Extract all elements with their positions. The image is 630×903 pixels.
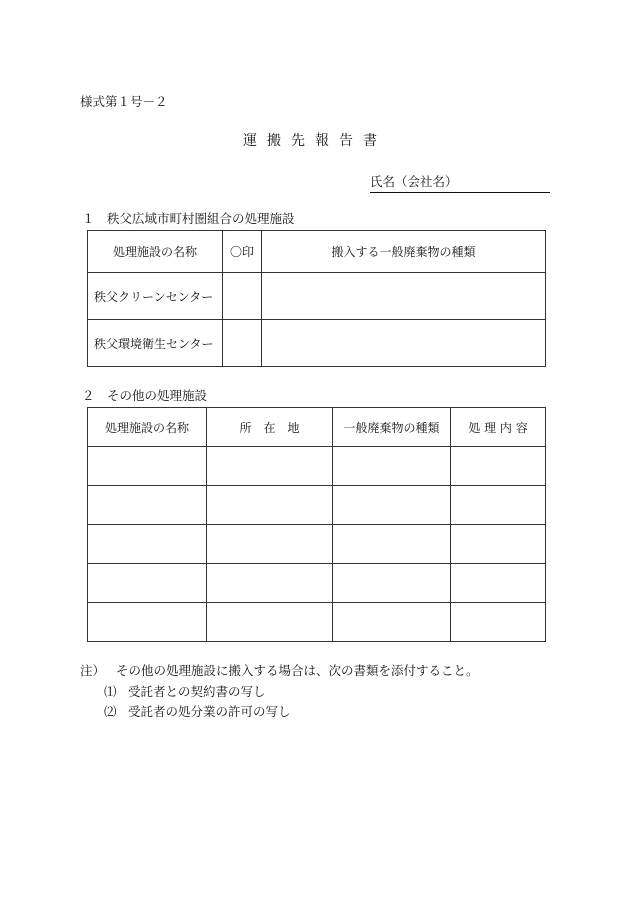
facility-name-cell[interactable] [88,486,207,525]
column-header: 〇印 [223,231,262,273]
table-row [88,564,546,603]
waste-type-cell[interactable] [333,447,451,486]
name-field[interactable] [370,176,550,193]
table-row [88,447,546,486]
table-row [88,525,546,564]
location-cell[interactable] [207,603,333,642]
note-item-text: 受託者の処分業の許可の写し [128,704,291,719]
facility-name-cell: 秩父クリーンセンター [88,273,223,320]
table-row [88,603,546,642]
other-facility-table [87,407,546,642]
waste-type-cell[interactable] [262,273,546,320]
facility-name-cell[interactable] [88,447,207,486]
column-header: 搬入する一般廃棄物の種類 [262,231,546,273]
table-row [88,320,546,367]
waste-type-cell[interactable] [333,603,451,642]
table-row [88,273,546,320]
name-label: 氏名（会社名） [370,174,458,189]
note [80,665,479,678]
waste-type-cell[interactable] [333,486,451,525]
location-cell[interactable] [207,447,333,486]
mark-cell[interactable] [223,320,262,367]
facility-name-cell[interactable] [88,603,207,642]
location-cell[interactable] [207,525,333,564]
location-cell[interactable] [207,564,333,603]
note-text: その他の処理施設に搬入する場合は、次の書類を添付すること。 [116,663,479,678]
treatment-cell[interactable] [451,525,546,564]
column-header: 処理施設の名称 [88,231,223,273]
section1-heading: １ 秩父広域市町村圏組合の処理施設 [82,211,295,226]
note-item [104,706,291,719]
note-label: 注） [80,663,106,678]
table-row [88,486,546,525]
column-header: 処 理 内 容 [451,408,546,447]
table-header-row [88,231,546,273]
treatment-cell[interactable] [451,603,546,642]
form-number: 様式第１号－２ [80,94,168,109]
note-item-number: ⑴ [104,684,117,699]
note-item-number: ⑵ [104,704,117,719]
treatment-cell[interactable] [451,447,546,486]
facility-name-cell[interactable] [88,564,207,603]
facility-name-cell: 秩父環境衛生センター [88,320,223,367]
treatment-cell[interactable] [451,486,546,525]
union-facility-table [87,230,546,367]
table-header-row [88,408,546,447]
column-header: 処理施設の名称 [88,408,207,447]
mark-cell[interactable] [223,273,262,320]
column-header: 所 在 地 [207,408,333,447]
location-cell[interactable] [207,486,333,525]
waste-type-cell[interactable] [333,525,451,564]
column-header: 一般廃棄物の種類 [333,408,451,447]
facility-name-cell[interactable] [88,525,207,564]
treatment-cell[interactable] [451,564,546,603]
document-title: 運搬先報告書 [243,133,387,149]
waste-type-cell[interactable] [262,320,546,367]
waste-type-cell[interactable] [333,564,451,603]
section2-heading: ２ その他の処理施設 [82,388,208,403]
note-item [104,686,266,699]
note-item-text: 受託者との契約書の写し [128,684,266,699]
